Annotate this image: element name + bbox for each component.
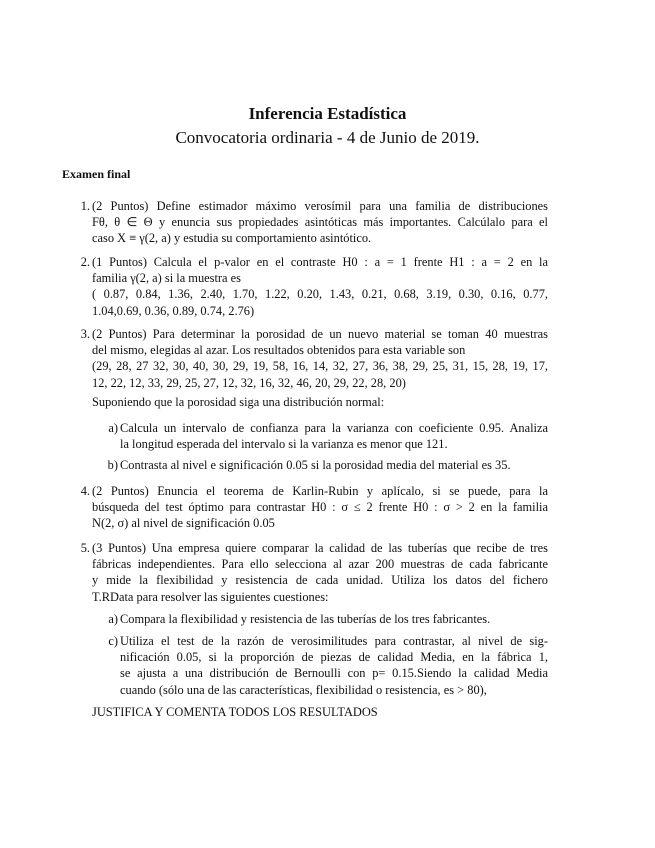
question-line: (2 Puntos) Para determinar la porosidad de un nuevo material se toman 40 muestras: [92, 327, 548, 341]
question-line: Fθ, θ ∈ Θ y enuncia sus propiedades asintóticas más importantes. Calcúlalo para el: [92, 215, 548, 230]
question-line: y mide la flexibilidad y resistencia de cada unidad. Utiliza los datos del fichero: [92, 573, 548, 588]
question-line: fábricas independientes. Para ello selecciona al azar 200 muestras de cada fabricante: [92, 557, 548, 572]
question-number: 4.: [80, 484, 90, 498]
question-line: familia γ(2, a) si la muestra es: [92, 271, 241, 286]
part-line: se ajusta a una distribución de Bernoulli con p= 0.15.Siendo la calidad Media: [120, 666, 548, 681]
question-number: 5.: [80, 541, 90, 555]
question-line: 1.04,0.69, 0.36, 0.89, 0.74, 2.76): [92, 303, 255, 318]
question-line: búsqueda del test óptimo para contrastar H0 : σ ≤ 2 frente H0 : σ > 2 en la familia: [92, 500, 548, 515]
question-line: 12, 22, 12, 33, 29, 25, 27, 12, 32, 16, 32, 46, 20, 29, 22, 28, 20): [92, 375, 406, 390]
question-line: del mismo, elegidas al azar. Los resultados obtenidos para esta variable son: [92, 343, 466, 358]
section-heading: Examen final: [62, 167, 131, 181]
page-title: Inferencia Estadística: [248, 104, 407, 123]
footer-note: JUSTIFICA Y COMENTA TODOS LOS RESULTADOS: [92, 705, 378, 719]
question-number: 1.: [80, 199, 90, 213]
part-line: Compara la flexibilidad y resistencia de las tuberías de los tres fabricantes.: [120, 612, 491, 626]
part-line: la longitud esperada del intervalo si la varianza es menor que 121.: [120, 437, 448, 452]
part-line: Calcula un intervalo de confianza para la varianza con coeficiente 0.95. Analiza: [120, 421, 548, 435]
part-label: a): [108, 421, 118, 435]
question-line: T.RData para resolver las siguientes cuestiones:: [92, 589, 329, 604]
part-line: Utiliza el test de la razón de verosimilitudes para contrastar, al nivel de sig-: [120, 634, 548, 648]
question-line: (3 Puntos) Una empresa quiere comparar la calidad de las tuberías que recibe de tres: [92, 541, 548, 555]
question-line: N(2, σ) al nivel de significación 0.05: [92, 516, 275, 531]
part-line: nificación 0.05, si la proporción de piezas de calidad Media, en la fábrica 1,: [120, 650, 548, 665]
part-label: a): [108, 612, 118, 626]
question-line: Suponiendo que la porosidad siga una distribución normal:: [92, 394, 385, 409]
question-line: (2 Puntos) Enuncia el teorema de Karlin-Rubin y aplícalo, si se puede, para la: [92, 484, 548, 498]
part-label: b): [107, 458, 118, 472]
question-line: (2 Puntos) Define estimador máximo verosímil para una familia de distribuciones: [92, 199, 548, 213]
part-line: Contrasta al nivel e significación 0.05 si la porosidad media del material es 35.: [120, 458, 511, 472]
part-line: cuando (sólo una de las características, flexibilidad o resistencia, es > 80),: [120, 682, 487, 697]
part-label: c): [108, 634, 118, 648]
page-subtitle: Convocatoria ordinaria - 4 de Junio de 2019.: [175, 128, 480, 147]
question-number: 3.: [80, 327, 90, 341]
question-line: ( 0.87, 0.84, 1.36, 2.40, 1.70, 1.22, 0.20, 1.43, 0.21, 0.68, 3.19, 0.30, 0.16, 0.77,: [92, 287, 548, 302]
question-line: (1 Puntos) Calcula el p-valor en el contraste H0 : a = 1 frente H1 : a = 2 en la: [92, 255, 548, 269]
question-line: (29, 28, 27 32, 30, 40, 30, 29, 19, 58, 16, 14, 32, 27, 36, 38, 29, 25, 31, 15, 28, 19, 17,: [92, 359, 548, 374]
question-line: caso X ≡ γ(2, a) y estudia su comportamiento asintótico.: [92, 231, 372, 246]
question-number: 2.: [80, 255, 90, 269]
